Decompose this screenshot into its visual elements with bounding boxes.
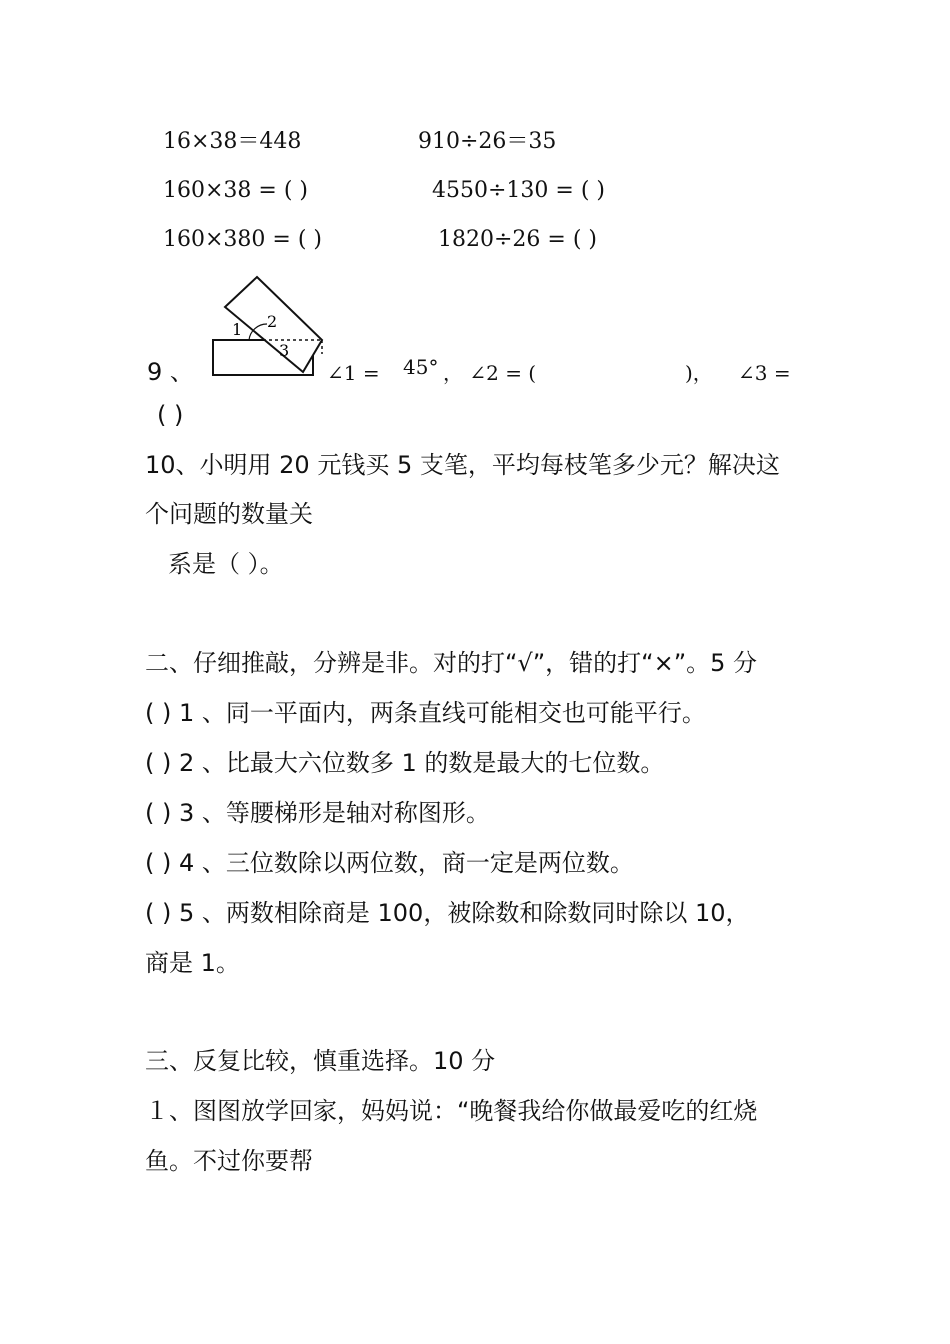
equation-4: 4550÷130 = ( ) [432, 178, 605, 203]
section3-title: 三、反复比较，慎重选择。10 分 [145, 1047, 496, 1075]
section2-item-4: ( ) 4 、三位数除以两位数，商一定是两位数。 [145, 849, 634, 877]
q9-angle1-label: ∠1 = [327, 361, 380, 385]
q9-angle2-label: ， ∠2 = ( [443, 361, 537, 385]
equation-2: 910÷26＝35 [418, 129, 557, 154]
q10-line-1: 10、小明用 20 元钱买 5 支笔，平均每枝笔多少元？解决这 [145, 451, 780, 479]
q9-angle3-label: ∠3 = [738, 361, 791, 385]
q9-angle1-value: 45° [403, 355, 439, 379]
equation-6: 1820÷26 = ( ) [438, 227, 597, 252]
angle-label-1: 1 [232, 320, 243, 339]
equation-1: 16×38＝448 [163, 129, 302, 154]
equation-5: 160×380 = ( ) [163, 227, 322, 252]
angle-label-2: 2 [267, 312, 278, 331]
angle-label-3: 3 [279, 341, 290, 360]
section2-item-3: ( ) 3 、等腰梯形是轴对称图形。 [145, 799, 490, 827]
q9-angle2-close: )， [685, 361, 713, 385]
angle-figure [205, 272, 330, 384]
section2-item-1: ( ) 1 、同一平面内，两条直线可能相交也可能平行。 [145, 699, 706, 727]
section2-item-5: ( ) 5 、两数相除商是 100，被除数和除数同时除以 10， [145, 899, 750, 927]
section2-title: 二、仔细推敲，分辨是非。对的打“√”，错的打“×”。5 分 [145, 649, 758, 677]
q10-line-2: 个问题的数量关 [145, 500, 313, 528]
section2-item-2: ( ) 2 、比最大六位数多 1 的数是最大的七位数。 [145, 749, 665, 777]
q9-angle3-blank: ( ) [157, 401, 184, 429]
section2-item-5-cont: 商是 1。 [145, 949, 240, 977]
q9-number: 9 、 [147, 358, 194, 386]
section3-q1-line-1: １、图图放学回家，妈妈说：“晚餐我给你做最爱吃的红烧 [145, 1097, 758, 1125]
equation-3: 160×38 = ( ) [163, 178, 308, 203]
section3-q1-line-2: 鱼。不过你要帮 [145, 1147, 313, 1175]
q10-line-3: 系是（ ）。 [168, 550, 284, 578]
